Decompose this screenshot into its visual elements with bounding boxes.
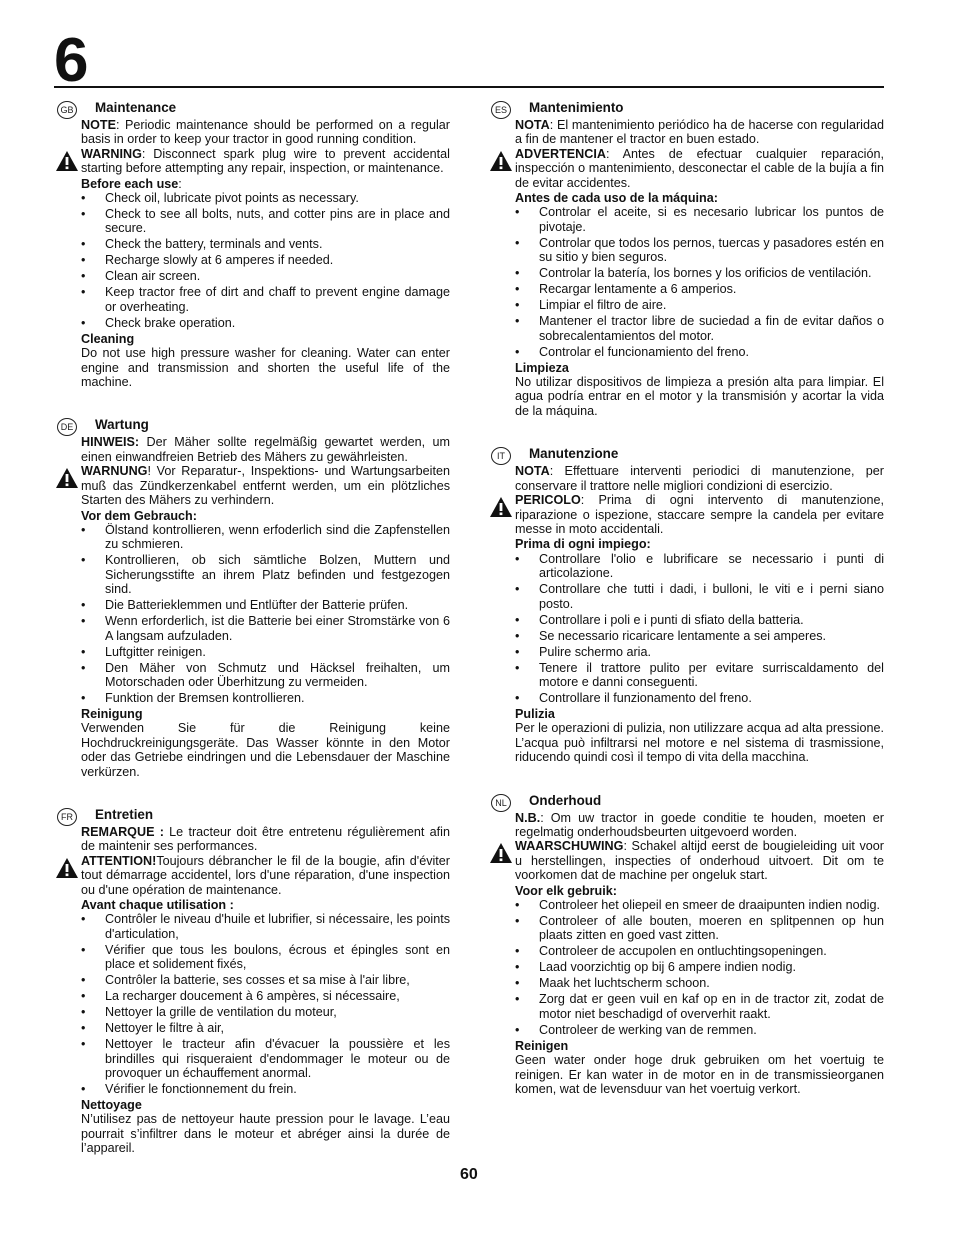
note-text: Der Mäher sollte regelmäßig gewartet werden, um einen einwandfreien Betrieb des Mähers zu gewährleisten. bbox=[81, 435, 450, 464]
warning-block bbox=[81, 147, 450, 176]
language-code-badge: FR bbox=[57, 808, 77, 826]
warning-text: Toujours débrancher le fil de la bougie, afin d'éviter tout démarrage accidentel, lors d'une réparation, d'une inspection ou d'une opération de maintenance. bbox=[81, 853, 450, 897]
warning-paragraph bbox=[515, 839, 884, 882]
note-paragraph bbox=[515, 464, 884, 493]
checklist-item: • Kontrollieren, ob sich sämtliche Bolzen, Muttern und Sicherungsstifte an ihrem Platz befinden und festgezogen sind. bbox=[81, 553, 450, 596]
checklist bbox=[81, 191, 450, 330]
note-text: : El mantenimiento periódico ha de hacerse con regularidad a fin de mantener el tractor en buen estado. bbox=[515, 118, 884, 147]
before-use-label: Prima di ogni impiego: bbox=[515, 537, 651, 552]
warning-label: PERICOLO bbox=[515, 493, 581, 508]
chapter-number: 6 bbox=[54, 26, 88, 95]
note-paragraph bbox=[515, 118, 884, 147]
before-use-heading bbox=[81, 509, 450, 523]
warning-block bbox=[515, 839, 884, 882]
note-label: NOTA bbox=[515, 464, 550, 479]
cleaning-heading: Reinigung bbox=[81, 706, 143, 721]
checklist-item: • Controllare l'olio e lubrificare se necessario i punti di articolazione. bbox=[515, 552, 884, 581]
warning-text: ! Vor Reparatur-, Inspektions- und Wartungsarbeiten muß das Zündkerzenkabel entfernt werden, um ein plötzliches Starten des Mähers zu verhindern. bbox=[81, 464, 450, 508]
warning-triangle-icon bbox=[489, 150, 513, 172]
before-use-heading bbox=[515, 537, 884, 551]
language-code-badge: DE bbox=[57, 418, 77, 436]
warning-label: ADVERTENCIA bbox=[515, 146, 606, 161]
checklist-item: • Vérifier le fonctionnement du frein. bbox=[81, 1082, 450, 1096]
language-code-badge: GB bbox=[57, 101, 77, 119]
before-use-label: Vor dem Gebrauch: bbox=[81, 508, 197, 523]
section-fr bbox=[61, 806, 450, 1156]
checklist-item: • Mantener el tractor libre de suciedad a fin de evitar daños o sobrecalentamientos del motor. bbox=[515, 314, 884, 343]
warning-block bbox=[515, 493, 884, 536]
note-text: Le tracteur doit être entretenu régulièrement afin de maintenir ses performances. bbox=[81, 824, 450, 854]
right-column bbox=[494, 100, 884, 1097]
before-use-label: Avant chaque utilisation : bbox=[81, 898, 234, 912]
header-rule bbox=[54, 86, 884, 88]
note-text: : Effettuare interventi periodici di manutenzione, per conservare il trattore nelle migliori condizioni di esercizio. bbox=[515, 464, 884, 493]
cleaning-heading: Reinigen bbox=[515, 1038, 569, 1053]
checklist-item: • Controllare che tutti i dadi, i bulloni, le viti e i perni siano posto. bbox=[515, 582, 884, 611]
checklist-item: • Zorg dat er geen vuil en kaf op en in de tractor zit, zodat de motor niet beschadigd of oververhit raakt. bbox=[515, 992, 884, 1021]
warning-paragraph bbox=[515, 493, 884, 536]
checklist-item: • Check to see all bolts, nuts, and cotter pins are in place and secure. bbox=[81, 207, 450, 236]
note-paragraph bbox=[515, 811, 884, 840]
cleaning-heading: Limpieza bbox=[515, 360, 569, 375]
checklist-item: • Controleer de accupolen en ontluchtingsopeningen. bbox=[515, 944, 884, 958]
section-title: Onderhoud bbox=[529, 792, 602, 808]
section-title: Mantenimiento bbox=[529, 100, 624, 115]
checklist bbox=[515, 205, 884, 359]
note-label: NOTA bbox=[515, 118, 550, 132]
note-paragraph bbox=[81, 118, 450, 147]
checklist-item: • Controlar el aceite, si es necesario lubricar los puntos de pivotaje. bbox=[515, 205, 884, 234]
warning-paragraph bbox=[81, 464, 450, 507]
warning-paragraph bbox=[515, 147, 884, 190]
checklist-item: • Check brake operation. bbox=[81, 316, 450, 330]
checklist-item: • Recharge slowly at 6 amperes if needed. bbox=[81, 253, 450, 267]
checklist-item: • Keep tractor free of dirt and chaff to prevent engine damage or overheating. bbox=[81, 285, 450, 314]
before-use-heading bbox=[81, 898, 450, 912]
cleaning-paragraph: Geen water onder hoge druk gebruiken om het voertuig te reinigen. Er kan water in de motor en in de transmissieorganen komen, wat de levensduur van het voertuig verkort. bbox=[515, 1053, 884, 1097]
checklist-item: • Ölstand kontrollieren, wenn erfoderlich sind die Zapfenstellen zu schmieren. bbox=[81, 523, 450, 552]
note-label: NOTE bbox=[81, 118, 116, 132]
warning-text: : Disconnect spark plug wire to prevent accidental starting before attempting any repair, inspection, or maintenance. bbox=[81, 146, 450, 176]
checklist-item: • Controllare il funzionamento del freno. bbox=[515, 691, 884, 705]
checklist-item: • Maak het luchtscherm schoon. bbox=[515, 976, 884, 990]
note-text: : Periodic maintenance should be performed on a regular basis in order to keep your tractor in good running condition. bbox=[81, 118, 450, 147]
section-title: Wartung bbox=[95, 417, 149, 433]
checklist-item: • Die Batterieklemmen und Entlüfter der Batterie prüfen. bbox=[81, 598, 450, 612]
cleaning-paragraph: No utilizar dispositivos de limpieza a presión alta para limpiar. El agua podría entrar en el motor y la transmisión y acortar la vida de la máquina. bbox=[515, 375, 884, 418]
section-es bbox=[494, 100, 884, 418]
checklist-item: • Laad voorzichtig op bij 6 ampere indien nodig. bbox=[515, 960, 884, 974]
warning-triangle-icon bbox=[55, 857, 79, 879]
checklist-item: • Nettoyer la grille de ventilation du moteur, bbox=[81, 1005, 450, 1019]
checklist bbox=[81, 523, 450, 705]
language-code-badge: ES bbox=[491, 101, 511, 119]
checklist bbox=[81, 912, 450, 1096]
warning-label: ATTENTION! bbox=[81, 853, 157, 868]
page-number: 60 bbox=[460, 1166, 478, 1183]
warning-text: : Antes de efectuar cualquier reparación, inspección o mantenimiento, desconectar el cable de la bujía a fin de evitar accidentes. bbox=[515, 146, 884, 190]
warning-paragraph bbox=[81, 147, 450, 176]
section-title: Maintenance bbox=[95, 100, 177, 115]
warning-paragraph bbox=[81, 854, 450, 897]
checklist-item: • Controleer de werking van de remmen. bbox=[515, 1023, 884, 1037]
cleaning-heading: Pulizia bbox=[515, 706, 555, 721]
checklist-item: • Recargar lentamente a 6 amperios. bbox=[515, 282, 884, 296]
before-use-heading bbox=[81, 177, 450, 191]
cleaning-paragraph: N’utilisez pas de nettoyeur haute pression pour le lavage. L’eau pourrait s’infiltrer dans le moteur et abréger ainsi la durée de l’appareil. bbox=[81, 1112, 450, 1156]
warning-label: WAARSCHUWING bbox=[515, 839, 624, 854]
warning-block bbox=[81, 464, 450, 507]
checklist-item: • Controlar que todos los pernos, tuercas y pasadores estén en su sitio y bien seguros. bbox=[515, 236, 884, 265]
section-nl bbox=[495, 792, 884, 1097]
section-title: Manutenzione bbox=[529, 446, 619, 462]
before-use-label: Antes de cada uso de la máquina: bbox=[515, 191, 718, 206]
checklist-item: • Controllare i poli e i punti di sfiato della batteria. bbox=[515, 613, 884, 627]
checklist-item: • Controlar la batería, los bornes y los orificios de ventilación. bbox=[515, 266, 884, 280]
note-label: REMARQUE : bbox=[81, 824, 164, 839]
warning-label: WARNUNG bbox=[81, 464, 148, 479]
cleaning-paragraph: Verwenden Sie für die Reinigung keine Hochdruckreinigungsgeräte. Das Wasser könnte in den Motor oder das Getriebe eindringen und die Lebensdauer der Maschine verkürzen. bbox=[81, 721, 450, 779]
section-title: Entretien bbox=[95, 806, 154, 822]
checklist-item: • La recharger doucement à 6 ampères, si nécessaire, bbox=[81, 989, 450, 1003]
cleaning-paragraph: Do not use high pressure washer for cleaning. Water can enter engine and transmission and shorten the useful life of the machine. bbox=[81, 346, 450, 390]
checklist-item: • Limpiar el filtro de aire. bbox=[515, 298, 884, 312]
checklist-item: • Nettoyer le filtre à air, bbox=[81, 1021, 450, 1035]
warning-triangle-icon bbox=[55, 467, 79, 489]
checklist-item: • Funktion der Bremsen kontrollieren. bbox=[81, 691, 450, 705]
warning-triangle-icon bbox=[489, 842, 513, 864]
checklist-item: • Wenn erforderlich, ist die Batterie bei einer Stromstärke von 6 A langsam aufzuladen. bbox=[81, 614, 450, 643]
section-it bbox=[497, 446, 884, 765]
note-label: HINWEIS: bbox=[81, 435, 140, 450]
language-code-badge: IT bbox=[491, 447, 511, 465]
checklist-item: • Controleer of alle bouten, moeren en splitpennen op hun plaats zitten en goed vast zitten. bbox=[515, 914, 884, 943]
checklist bbox=[515, 898, 884, 1037]
checklist-item: • Pulire schermo aria. bbox=[515, 645, 884, 659]
warning-triangle-icon bbox=[489, 496, 513, 518]
note-paragraph bbox=[81, 825, 450, 854]
checklist-item: • Check the battery, terminals and vents. bbox=[81, 237, 450, 251]
checklist-item: • Den Mäher von Schmutz und Häcksel freihalten, um Motorschaden oder Überhitzung zu vermeiden. bbox=[81, 661, 450, 690]
cleaning-heading: Cleaning bbox=[81, 331, 135, 346]
cleaning-heading: Nettoyage bbox=[81, 1098, 142, 1113]
warning-text: : Prima di ogni intervento di manutenzione, riparazione o ispezione, staccare sempre la candela per evitare messe in moto accidentali. bbox=[515, 493, 884, 536]
warning-block bbox=[515, 147, 884, 190]
before-use-heading bbox=[515, 191, 884, 205]
note-paragraph bbox=[81, 435, 450, 464]
checklist-item: • Vérifier que tous les boulons, écrous et épingles sont en place et solidement fixés, bbox=[81, 943, 450, 972]
note-label: N.B. bbox=[515, 810, 541, 825]
checklist-item: • Controleer het oliepeil en smeer de draaipunten indien nodig. bbox=[515, 898, 884, 912]
before-use-label: Before each use bbox=[81, 176, 179, 191]
warning-triangle-icon bbox=[55, 150, 79, 172]
before-use-suffix: : bbox=[178, 176, 182, 191]
section-gb bbox=[60, 100, 450, 390]
warning-label: WARNING bbox=[81, 146, 142, 161]
left-column bbox=[60, 100, 450, 1156]
checklist-item: • Check oil, lubricate pivot points as necessary. bbox=[81, 191, 450, 205]
before-use-heading bbox=[515, 884, 884, 898]
note-text: : Om uw tractor in goede conditie te houden, moeten er regelmatig onderhoudsbeurten uitgevoerd worden. bbox=[515, 810, 884, 839]
warning-text: : Schakel altijd eerst de bougieleiding uit voor u herstellingen, inspecties of onderhoud uitvoert. Dit om te voorkomen dat de machine per ongeluk start. bbox=[515, 839, 884, 883]
checklist-item: • Contrôler le niveau d'huile et lubrifier, si nécessaire, les points d'articulation, bbox=[81, 912, 450, 941]
checklist-item: • Luftgitter reinigen. bbox=[81, 645, 450, 659]
before-use-label: Voor elk gebruik: bbox=[515, 883, 617, 898]
cleaning-paragraph: Per le operazioni di pulizia, non utilizzare acqua ad alta pressione. L’acqua può infiltrarsi nel motore e nel sistema di trasmissione, riducendo quindi così il tempo di vita della macchina. bbox=[515, 721, 884, 765]
checklist-item: • Clean air screen. bbox=[81, 269, 450, 283]
checklist bbox=[515, 552, 884, 706]
language-code-badge: NL bbox=[491, 794, 511, 812]
checklist-item: • Se necessario ricaricare lentamente a sei amperes. bbox=[515, 629, 884, 643]
checklist-item: • Controlar el funcionamiento del freno. bbox=[515, 345, 884, 359]
checklist-item: • Contrôler la batterie, ses cosses et sa mise à l'air libre, bbox=[81, 973, 450, 987]
section-de bbox=[60, 417, 450, 779]
warning-block bbox=[81, 854, 450, 897]
checklist-item: • Tenere il trattore pulito per evitare surriscaldamento del motore e danni conseguenti. bbox=[515, 661, 884, 690]
checklist-item: • Nettoyer le tracteur afin d'évacuer la poussière et les brindilles qui risqueraient d'endommager le moteur ou de provoquer un échauffement anormal. bbox=[81, 1037, 450, 1080]
